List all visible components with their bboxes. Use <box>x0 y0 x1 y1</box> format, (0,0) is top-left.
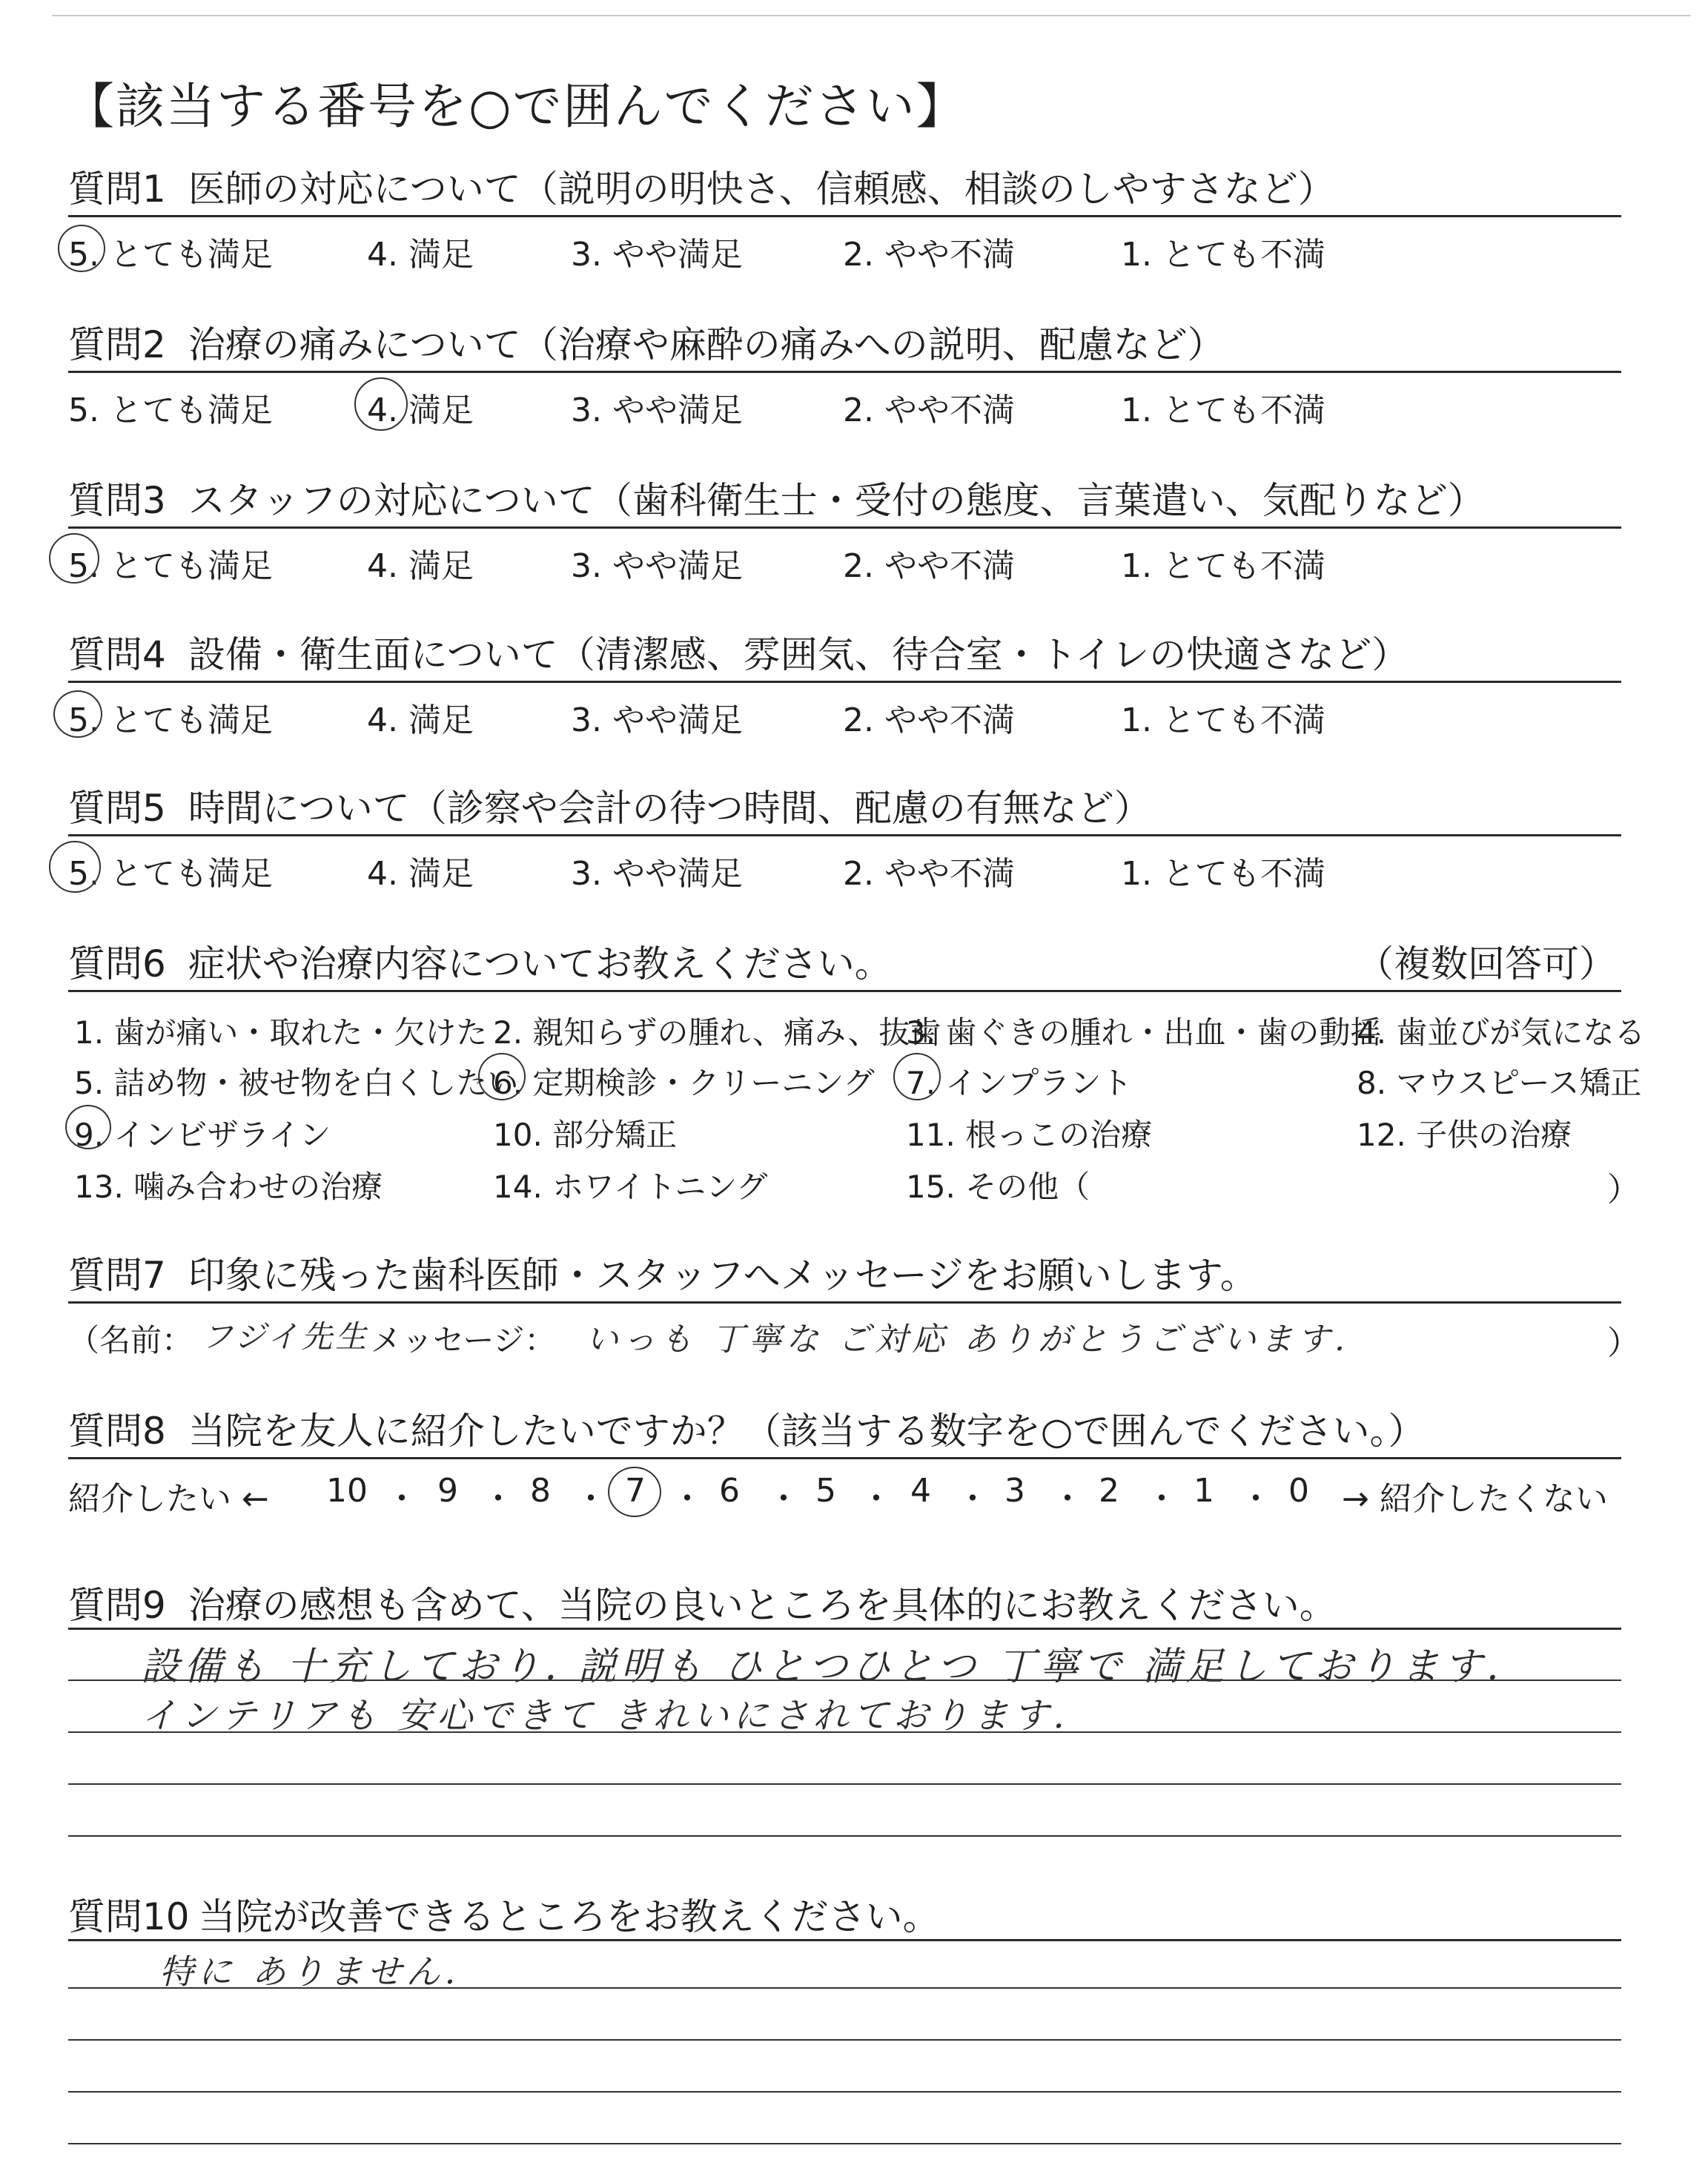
question-9-label: 治療の感想も含めて、当院の良いところを具体的にお教えください。 <box>188 1584 1337 1627</box>
question-3-number: 質問3 <box>68 479 166 522</box>
q2-option-2[interactable]: 2. やや不満 <box>843 392 1015 429</box>
q1-option-4[interactable]: 4. 満足 <box>367 236 474 274</box>
q5-option-1[interactable]: 1. とても不満 <box>1121 855 1325 893</box>
q2-option-1[interactable]: 1. とても不満 <box>1121 392 1325 429</box>
question-5-label: 時間について（診察や会計の待つ時間、配慮の有無など） <box>188 787 1151 830</box>
question-4-rule <box>68 681 1621 683</box>
q2-option-4[interactable]: 4. 満足 <box>367 392 474 429</box>
q3-option-1[interactable]: 1. とても不満 <box>1121 547 1325 585</box>
q6-item-14[interactable]: 14. ホワイトニング <box>493 1169 768 1205</box>
question-4-number: 質問4 <box>68 633 166 676</box>
q4-option-4[interactable]: 4. 満足 <box>367 701 474 739</box>
q9-writing-line-3 <box>68 1783 1621 1785</box>
q10-writing-line-2 <box>68 2039 1621 2041</box>
q10-writing-line-3 <box>68 2091 1621 2093</box>
q8-sep-5: ・ <box>767 1480 800 1518</box>
q8-scale-10[interactable]: 10 <box>326 1472 368 1510</box>
q2-selection-circle <box>354 377 408 431</box>
question-5-number: 質問5 <box>68 787 166 830</box>
q9-writing-line-4 <box>68 1835 1621 1837</box>
q1-selection-circle <box>58 225 105 272</box>
question-6-label: 症状や治療内容についてお教えください。 <box>188 942 892 985</box>
q8-sep-9: ・ <box>1145 1480 1178 1518</box>
q8-scale-7[interactable]: 7 <box>625 1472 646 1510</box>
question-1-text <box>68 159 1335 213</box>
q6-item-10[interactable]: 10. 部分矯正 <box>493 1117 678 1153</box>
question-2-text <box>68 315 1225 369</box>
q5-option-4[interactable]: 4. 満足 <box>367 855 474 893</box>
question-9-text <box>68 1576 1337 1629</box>
question-9-rule <box>68 1628 1621 1630</box>
question-6-text <box>68 934 892 988</box>
q8-scale-8[interactable]: 8 <box>530 1472 551 1510</box>
q8-scale-9[interactable]: 9 <box>437 1472 458 1510</box>
q6-item-15[interactable]: 15. その他（ <box>906 1169 1090 1205</box>
top-border <box>52 15 1690 16</box>
question-3-rule <box>68 526 1621 529</box>
q3-option-4[interactable]: 4. 満足 <box>367 547 474 585</box>
q6-item-12[interactable]: 12. 子供の治療 <box>1357 1117 1572 1153</box>
q1-option-1[interactable]: 1. とても不満 <box>1121 236 1325 274</box>
q5-option-5[interactable]: 5. とても満足 <box>68 855 273 893</box>
q8-left-label: 紹介したい ← <box>68 1480 269 1518</box>
q6-other-close-paren: ） <box>1607 1171 1640 1209</box>
question-2-rule <box>68 371 1621 373</box>
q9-writing-line-1 <box>68 1680 1621 1681</box>
q8-sep-4: ・ <box>671 1480 704 1518</box>
question-10-text <box>68 1887 940 1941</box>
question-8-text <box>68 1401 1425 1455</box>
q6-item-13[interactable]: 13. 噛み合わせの治療 <box>74 1169 383 1205</box>
q3-selection-circle <box>49 533 99 584</box>
q6-item-8[interactable]: 8. マウスピース矯正 <box>1357 1065 1642 1101</box>
q3-option-2[interactable]: 2. やや不満 <box>843 547 1015 585</box>
q6-item-1[interactable]: 1. 歯が痛い・取れた・欠けた <box>74 1014 488 1051</box>
q10-writing-line-1 <box>68 1987 1621 1989</box>
q6-item-4[interactable]: 4. 歯並びが気になる <box>1357 1014 1646 1051</box>
q8-scale-4[interactable]: 4 <box>910 1472 931 1510</box>
q1-option-2[interactable]: 2. やや不満 <box>843 236 1015 274</box>
question-8-label: 当院を友人に紹介したいですか？（該当する数字を○で囲んでください。） <box>188 1410 1426 1453</box>
question-7-label: 印象に残った歯科医師・スタッフへメッセージをお願いします。 <box>188 1254 1257 1297</box>
question-10-rule <box>68 1939 1621 1941</box>
q7-name-value[interactable]: フジイ先生 <box>202 1318 370 1355</box>
q7-message-label: メッセージ： <box>371 1322 556 1358</box>
q9-answer-line-1[interactable]: 設備も 十充しており. 説明も ひとつひとつ 丁寧で 満足しております. <box>141 1645 1503 1689</box>
q4-option-3[interactable]: 3. やや満足 <box>571 701 743 739</box>
q5-option-3[interactable]: 3. やや満足 <box>571 855 743 893</box>
question-7-number: 質問7 <box>68 1254 166 1297</box>
q4-option-1[interactable]: 1. とても不満 <box>1121 701 1325 739</box>
q8-right-label: → 紹介したくない <box>1342 1480 1608 1518</box>
question-10-label: 当院が改善できるところをお教えください。 <box>198 1895 940 1938</box>
q6-selection-circle-9 <box>65 1105 111 1149</box>
q8-sep-8: ・ <box>1051 1480 1084 1518</box>
q7-name-label: （名前： <box>68 1322 193 1358</box>
q2-option-5[interactable]: 5. とても満足 <box>68 392 273 429</box>
q2-option-3[interactable]: 3. やや満足 <box>571 392 743 429</box>
q7-message-value[interactable]: いっも 丁寧な ご対応 ありがとうございます. <box>586 1321 1349 1358</box>
question-3-text <box>68 471 1485 524</box>
question-8-number: 質問8 <box>68 1410 166 1453</box>
q6-item-11[interactable]: 11. 根っこの治療 <box>906 1117 1153 1153</box>
q4-option-5[interactable]: 5. とても満足 <box>68 701 273 739</box>
q6-item-7[interactable]: 7. インプラント <box>906 1065 1133 1101</box>
q8-sep-7: ・ <box>956 1480 989 1518</box>
q6-selection-circle-7 <box>893 1053 941 1100</box>
question-7-rule <box>68 1301 1621 1304</box>
q9-writing-line-2 <box>68 1731 1621 1733</box>
question-6-number: 質問6 <box>68 942 166 985</box>
question-6-rule <box>68 990 1621 992</box>
question-2-number: 質問2 <box>68 323 166 366</box>
question-3-label: スタッフの対応について（歯科衛生士・受付の態度、言葉遣い、気配りなど） <box>188 479 1485 522</box>
q8-scale-5[interactable]: 5 <box>815 1472 836 1510</box>
question-4-label: 設備・衛生面について（清潔感、雰囲気、待合室・トイレの快適さなど） <box>188 633 1409 676</box>
q6-item-5[interactable]: 5. 詰め物・被せ物を白くしたい <box>74 1065 519 1101</box>
q9-answer-line-2[interactable]: インテリアも 安心できて きれいにされております. <box>141 1695 1069 1737</box>
question-7-text <box>68 1246 1257 1299</box>
q8-scale-3[interactable]: 3 <box>1004 1472 1025 1510</box>
q1-option-3[interactable]: 3. やや満足 <box>571 236 743 274</box>
q6-item-6[interactable]: 6. 定期検診・クリーニング <box>493 1065 875 1101</box>
q8-sep-6: ・ <box>860 1480 893 1518</box>
question-5-text <box>68 779 1151 832</box>
q6-item-2[interactable]: 2. 親知らずの腫れ、痛み、抜歯 <box>493 1014 941 1051</box>
q10-writing-line-4 <box>68 2143 1621 2144</box>
q3-option-3[interactable]: 3. やや満足 <box>571 547 743 585</box>
q8-scale-0[interactable]: 0 <box>1288 1472 1309 1510</box>
question-2-label: 治療の痛みについて（治療や麻酔の痛みへの説明、配慮など） <box>188 323 1225 366</box>
q4-option-2[interactable]: 2. やや不満 <box>843 701 1015 739</box>
question-1-rule <box>68 215 1621 217</box>
q6-selection-circle-6 <box>478 1053 526 1100</box>
question-5-rule <box>68 834 1621 836</box>
question-4-text <box>68 625 1409 678</box>
question-10-number: 質問10 <box>68 1895 190 1938</box>
q4-selection-circle <box>53 690 102 738</box>
page-title: 【該当する番号を○で囲んでください】 <box>65 78 967 135</box>
q8-sep-10: ・ <box>1239 1480 1272 1518</box>
q5-option-2[interactable]: 2. やや不満 <box>843 855 1015 893</box>
q7-close-paren: ） <box>1607 1324 1640 1362</box>
question-6-note: （複数回答可） <box>1357 942 1616 985</box>
q8-sep-1: ・ <box>385 1480 418 1518</box>
question-8-rule <box>68 1457 1621 1459</box>
q6-item-3[interactable]: 3. 歯ぐきの腫れ・出血・歯の動揺 <box>906 1014 1382 1051</box>
q5-selection-circle <box>49 841 101 893</box>
q8-sep-3: ・ <box>575 1480 607 1518</box>
q8-scale-6[interactable]: 6 <box>719 1472 740 1510</box>
q6-item-9[interactable]: 9. インビザライン <box>74 1117 331 1153</box>
question-1-label: 医師の対応について（説明の明快さ、信頼感、相談のしやすさなど） <box>188 168 1335 211</box>
q8-scale-2[interactable]: 2 <box>1099 1472 1119 1510</box>
q3-option-5[interactable]: 5. とても満足 <box>68 547 273 585</box>
q8-scale-1[interactable]: 1 <box>1194 1472 1214 1510</box>
q1-option-5[interactable]: 5. とても満足 <box>68 236 273 274</box>
q8-sep-2: ・ <box>482 1480 514 1518</box>
q8-selection-circle <box>608 1467 661 1517</box>
question-1-number: 質問1 <box>68 168 166 211</box>
question-9-number: 質問9 <box>68 1584 166 1627</box>
q10-answer-line-1[interactable]: 特に ありません. <box>159 1952 460 1992</box>
